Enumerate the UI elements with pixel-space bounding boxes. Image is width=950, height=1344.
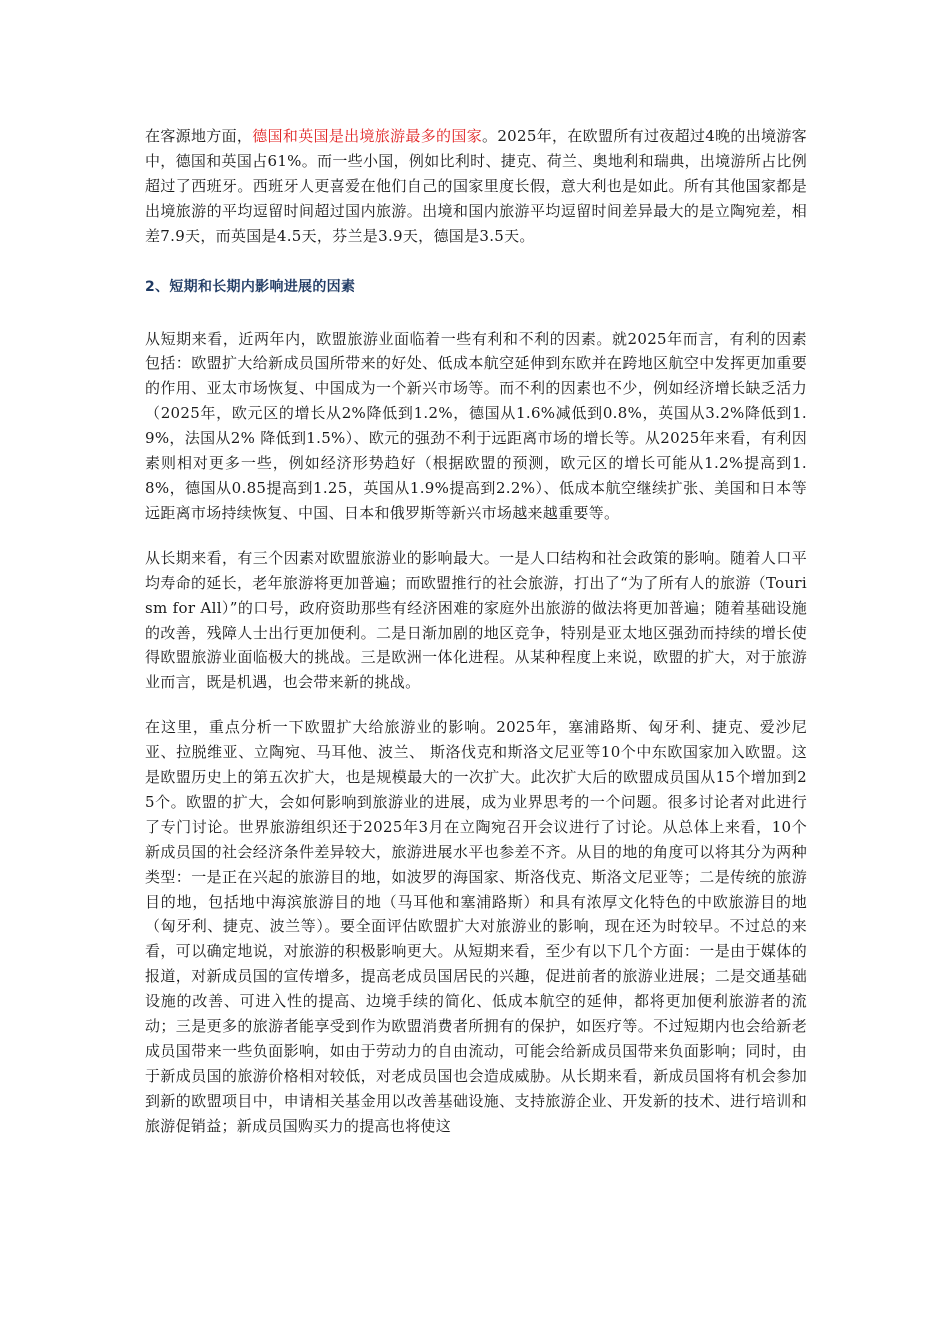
paragraph-short-term: 从短期来看，近两年内，欧盟旅游业面临着一些有利和不利的因素。就2025年而言，有利的因素包括：欧盟扩大给新成员国所带来的好处、低成本航空延伸到东欧并在跨地区航空中发挥更加重要的作用、亚太市场恢复、中国成为一个新兴市场等。而不利的因素也不少，例如经济增长缺乏活力（2025年，欧元区的增长从2%降低到1.2%，德国从1.6%减低到0.8%，英国从3.2%降低到1.9%，法国从2% 降低到1.5%）、欧元的强劲不利于远距离市场的增长等。从2025年来看，有利因素则相对更多一些，例如经济形势趋好（根据欧盟的预测，欧元区的增长可能从1.2%提高到1.8%，德国从0.85提高到1.25，英国从1.9%提高到2.2%）、低成本航空继续扩张、美国和日本等远距离市场持续恢复、中国、日本和俄罗斯等新兴市场越来越重要等。 [145,329,807,522]
paragraph-lead-text: 在客源地方面， [145,127,253,145]
paragraph-source-markets [145,124,807,249]
paragraph-long-term: 从长期来看，有三个因素对欧盟旅游业的影响最大。一是人口结构和社会政策的影响。随着人口平均寿命的延长，老年旅游将更加普遍；而欧盟推行的社会旅游，打出了“为了所有人的旅游（Tourism for All）”的口号，政府资助那些有经济困难的家庭外出旅游的做法将更加普遍；随着基础设施的改善，残障人士出行更加便利。二是日渐加剧的地区竞争，特别是亚太地区强劲而持续的增长使得欧盟旅游业面临极大的挑战。三是欧洲一体化进程。从某种程度上来说，欧盟的扩大，对于旅游业而言，既是机遇，也会带来新的挑战。 [145,548,807,692]
paragraph-rest-text: 。2025年，在欧盟所有过夜超过4晚的出境游客中，德国和英国占61%。而一些小国，例如比利时、捷克、荷兰、奥地利和瑞典，出境游所占比例超过了西班牙。西班牙人更喜爱在他们自己的国家里度长假，意大利也是如此。所有其他国家都是出境旅游的平均逗留时间超过国内旅游。出境和国内旅游平均逗留时间差异最大的是立陶宛差，相差7.9天，而英国是4.5天，芬兰是3.9天，德国是3.5天。 [145,127,807,245]
section-heading: 2、短期和长期内影响进展的因素 [145,278,356,295]
document-body [145,124,807,1159]
highlighted-text: 德国和英国是出境旅游最多的国家 [252,127,483,145]
paragraph-eu-enlargement: 在这里，重点分析一下欧盟扩大给旅游业的影响。2025年，塞浦路斯、匈牙利、捷克、爱沙尼亚、拉脱维亚、立陶宛、马耳他、波兰、 斯洛伐克和斯洛文尼亚等10个中东欧国家加入欧盟。这是欧盟历史上的第五次扩大，也是规模最大的一次扩大。此次扩大后的欧盟成员国从15个增加到25个。欧盟的扩大，会如何影响到旅游业的进展，成为业界思考的一个问题。很多讨论者对此进行了专门讨论。世界旅游组织还于2025年3月在立陶宛召开会议进行了讨论。从总体上来看，10个新成员国的社会经济条件差异较大，旅游进展水平也参差不齐。从目的地的角度可以将其分为两种类型：一是正在兴起的旅游目的地，如波罗的海国家、斯洛伐克、斯洛文尼亚等；二是传统的旅游目的地，包括地中海滨旅游目的地（马耳他和塞浦路斯）和具有浓厚文化特色的中欧旅游目的地（匈牙利、捷克、波兰等）。要全面评估欧盟扩大对旅游业的影响，现在还为时较早。不过总的来看，可以确定地说，对旅游的积极影响更大。从短期来看，至少有以下几个方面：一是由于媒体的报道，对新成员国的宣传增多，提高老成员国居民的兴趣，促进前者的旅游业进展；二是交通基础设施的改善、可进入性的提高、边境手续的简化、低成本航空的延伸，都将更加便利旅游者的流动；三是更多的旅游者能享受到作为欧盟消费者所拥有的保护，如医疗等。不过短期内也会给新老成员国带来一些负面影响，如由于劳动力的自由流动，可能会给新成员国带来负面影响；同时，由于新成员国的旅游价格相对较低，对老成员国也会造成威胁。从长期来看，新成员国将有机会参加到新的欧盟项目中，申请相关基金用以改善基础设施、支持旅游企业、开发新的技术、进行培训和旅游促销益；新成员国购买力的提高也将使这 [145,718,807,1135]
